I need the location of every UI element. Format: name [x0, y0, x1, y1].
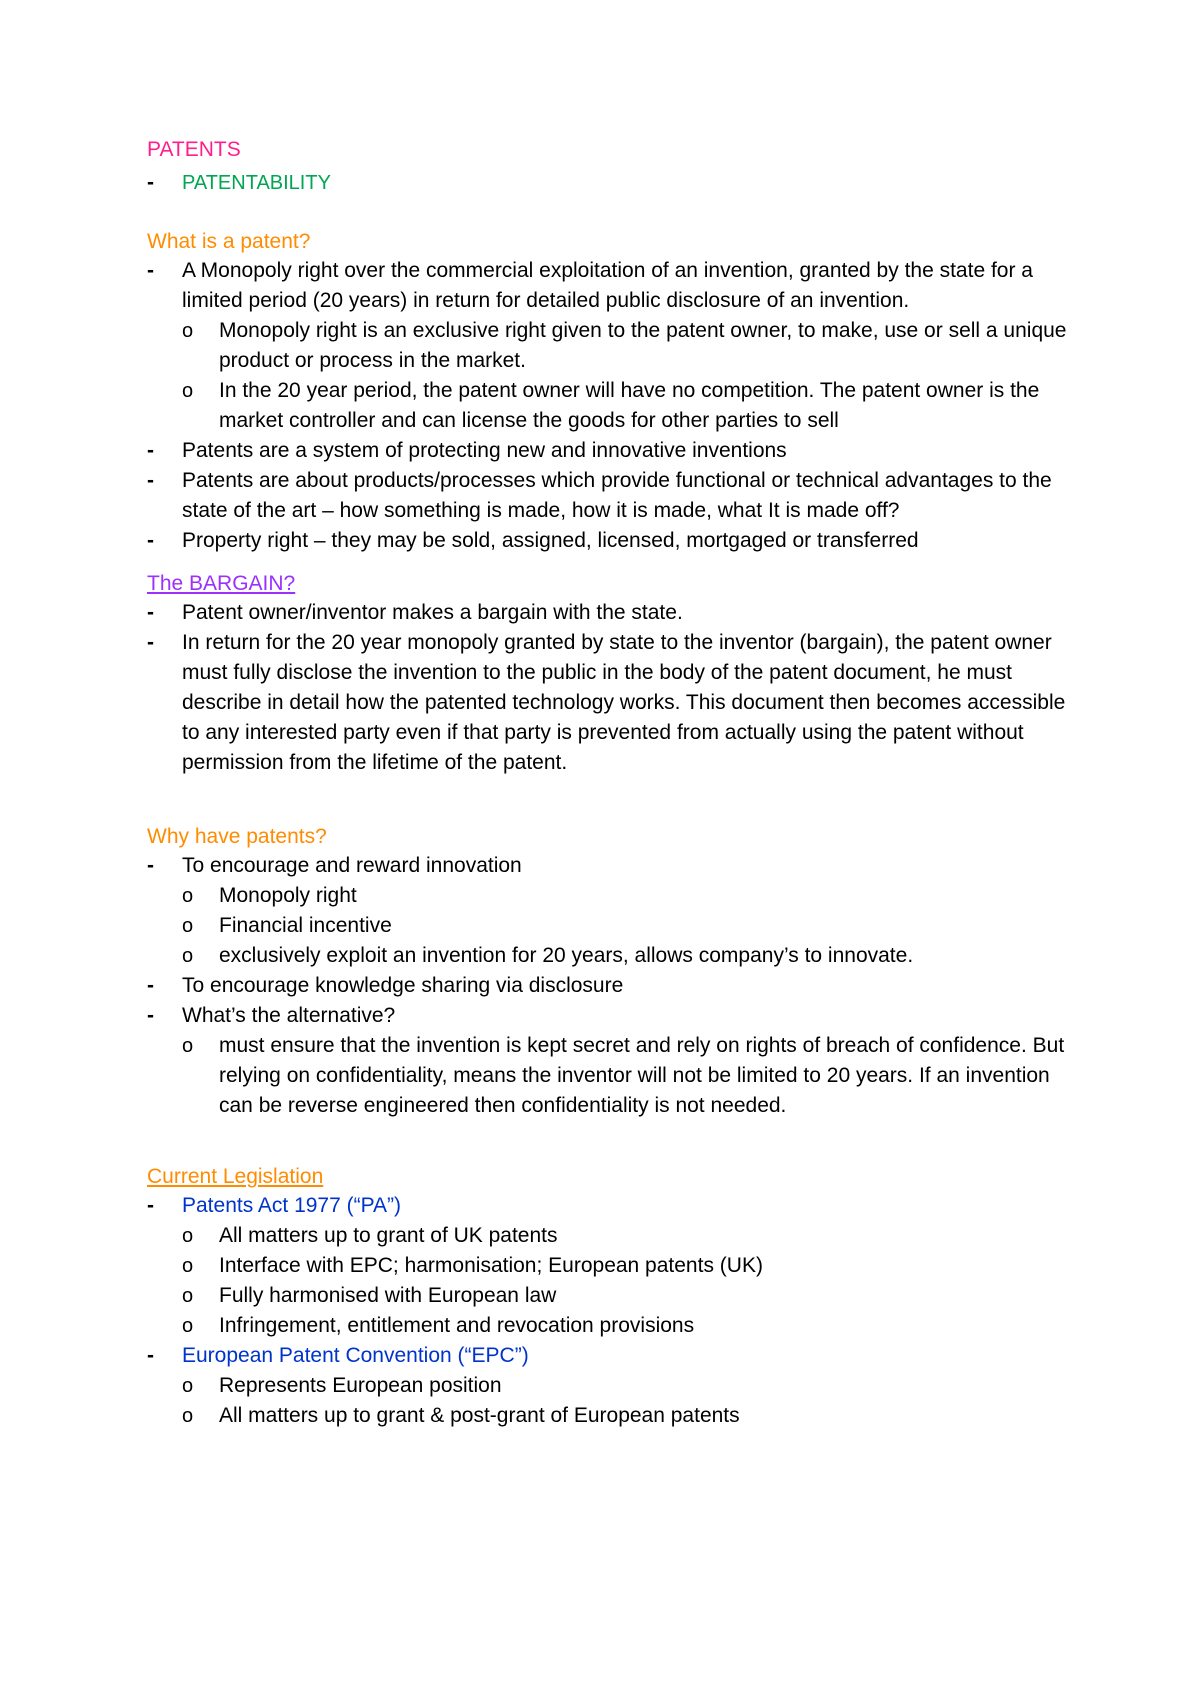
sub-list	[182, 316, 1077, 436]
sub-list-item-text: All matters up to grant of UK patents	[219, 1224, 558, 1247]
sub-list-item-text: Financial incentive	[219, 914, 392, 937]
sub-list-item-text: Interface with EPC; harmonisation; European patents (UK)	[219, 1254, 763, 1277]
list-item-text: Patents are a system of protecting new and innovative inventions	[182, 439, 787, 462]
circle-bullet: o	[182, 915, 194, 937]
circle-bullet: o	[182, 1405, 194, 1427]
sub-list-item	[182, 1251, 1077, 1281]
sub-list-item-text: exclusively exploit an invention for 20 years, allows company’s to innovate.	[219, 944, 914, 967]
list-item-text: Patents Act 1977 (“PA”)	[182, 1194, 402, 1217]
dash-bullet: -	[147, 171, 154, 194]
circle-bullet: o	[182, 945, 194, 967]
section-heading-what-is: What is a patent?	[147, 230, 311, 253]
list-item	[147, 851, 1077, 971]
sub-list-item-text: must ensure that the invention is kept secret and rely on rights of breach of confidence. But relying on confidentiality, means the inventor will not be limited to 20 years. If an invention can be reverse engineered then confidentiality is not needed.	[219, 1034, 1065, 1117]
sub-list-item-text: Infringement, entitlement and revocation provisions	[219, 1314, 695, 1337]
sub-list-item	[182, 1371, 1077, 1401]
list-item	[147, 436, 1077, 466]
sub-list	[182, 1031, 1077, 1121]
section-list	[147, 851, 1077, 1121]
dash-bullet: -	[147, 439, 154, 462]
sub-list-item-text: In the 20 year period, the patent owner will have no competition. The patent owner is the market controller and can license the goods for other parties to sell	[219, 379, 1040, 432]
sub-list-item	[182, 1221, 1077, 1251]
list-item-text: A Monopoly right over the commercial exploitation of an invention, granted by the state for a limited period (20 years) in return for detailed public disclosure of an invention.	[182, 259, 1033, 312]
circle-bullet: o	[182, 1225, 194, 1247]
dash-bullet: -	[147, 259, 154, 282]
subtitle-item	[147, 168, 1077, 198]
sub-list	[182, 1371, 1077, 1431]
circle-bullet: o	[182, 1255, 194, 1277]
dash-bullet: -	[147, 974, 154, 997]
sub-list-item	[182, 941, 1077, 971]
list-item-text: What’s the alternative?	[182, 1004, 396, 1027]
circle-bullet: o	[182, 1035, 194, 1057]
section-why	[147, 823, 1077, 1121]
sub-list-item-text: Fully harmonised with European law	[219, 1284, 557, 1307]
list-item-text: Property right – they may be sold, assigned, licensed, mortgaged or transferred	[182, 529, 919, 552]
dash-bullet: -	[147, 469, 154, 492]
section-legislation	[147, 1163, 1077, 1431]
section-heading-why: Why have patents?	[147, 825, 327, 848]
section-bargain	[147, 570, 1077, 778]
subtitle-list	[147, 168, 1077, 198]
list-item-text: Patent owner/inventor makes a bargain with the state.	[182, 601, 683, 624]
list-item	[147, 628, 1077, 778]
section-list	[147, 1191, 1077, 1431]
list-item	[147, 1191, 1077, 1341]
list-item-text: To encourage knowledge sharing via disclosure	[182, 974, 624, 997]
list-item-text: European Patent Convention (“EPC”)	[182, 1344, 529, 1367]
section-heading-bargain: The BARGAIN?	[147, 572, 296, 595]
list-item	[147, 466, 1077, 526]
list-item	[147, 598, 1077, 628]
list-item	[147, 1341, 1077, 1431]
document-subtitle: PATENTABILITY	[182, 172, 331, 194]
section-list	[147, 256, 1077, 556]
sub-list-item	[182, 1281, 1077, 1311]
dash-bullet: -	[147, 601, 154, 624]
list-item-text: To encourage and reward innovation	[182, 854, 522, 877]
list-item	[147, 526, 1077, 556]
circle-bullet: o	[182, 320, 194, 342]
sub-list	[182, 1221, 1077, 1341]
circle-bullet: o	[182, 1285, 194, 1307]
list-item	[147, 256, 1077, 436]
list-item-text: Patents are about products/processes which provide functional or technical advantages to the state of the art – how something is made, how it is made, what It is made off?	[182, 469, 1052, 522]
list-item-text: In return for the 20 year monopoly granted by state to the inventor (bargain), the patent owner must fully disclose the invention to the public in the body of the patent document, he must describe in detail how the patented technology works. This document then becomes accessible to any interested party even if that party is prevented from actually using the patent without permission from the lifetime of the patent.	[182, 631, 1066, 774]
sub-list-item	[182, 1031, 1077, 1121]
circle-bullet: o	[182, 885, 194, 907]
circle-bullet: o	[182, 380, 194, 402]
sub-list-item	[182, 1311, 1077, 1341]
sub-list	[182, 881, 1077, 971]
dash-bullet: -	[147, 854, 154, 877]
section-heading-legislation: Current Legislation	[147, 1165, 324, 1188]
sub-list-item	[182, 911, 1077, 941]
section-what-is	[147, 228, 1077, 556]
dash-bullet: -	[147, 1344, 154, 1367]
sub-list-item	[182, 881, 1077, 911]
sub-list-item	[182, 1401, 1077, 1431]
sub-list-item-text: Monopoly right is an exclusive right given to the patent owner, to make, use or sell a unique product or process in the market.	[219, 319, 1067, 372]
sub-list-item	[182, 316, 1077, 376]
list-item	[147, 971, 1077, 1001]
sub-list-item-text: All matters up to grant & post-grant of European patents	[219, 1404, 740, 1427]
sub-list-item-text: Represents European position	[219, 1374, 502, 1397]
dash-bullet: -	[147, 1194, 154, 1217]
section-list	[147, 598, 1077, 778]
dash-bullet: -	[147, 529, 154, 552]
circle-bullet: o	[182, 1315, 194, 1337]
list-item	[147, 1001, 1077, 1121]
sub-list-item-text: Monopoly right	[219, 884, 357, 907]
dash-bullet: -	[147, 631, 154, 654]
document-title: PATENTS	[147, 138, 241, 161]
dash-bullet: -	[147, 1004, 154, 1027]
sub-list-item	[182, 376, 1077, 436]
circle-bullet: o	[182, 1375, 194, 1397]
document-header	[147, 136, 1077, 198]
